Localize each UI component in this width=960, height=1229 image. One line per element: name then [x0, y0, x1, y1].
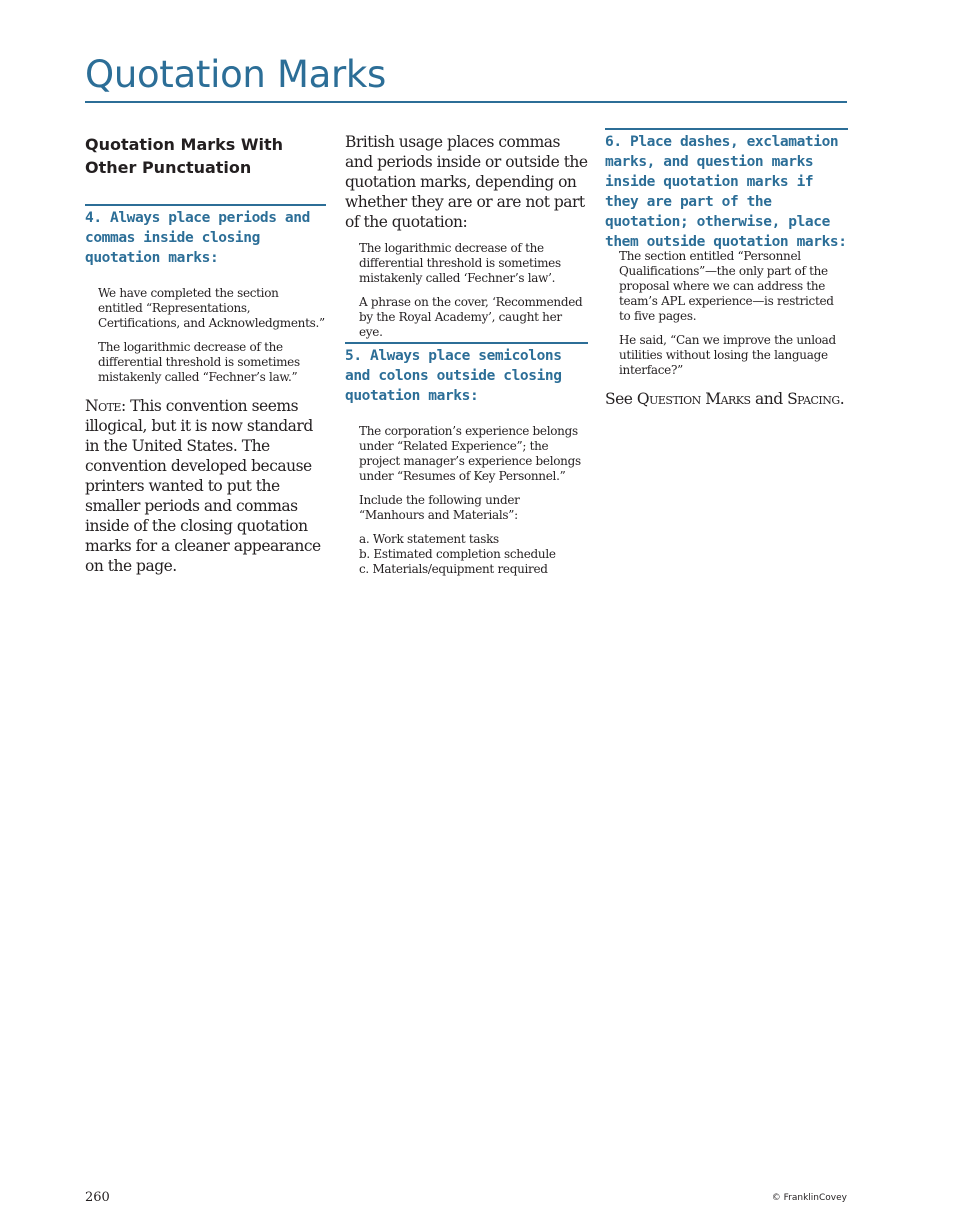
- rule-4-divider: [85, 204, 326, 206]
- rule-4-example: We have completed the section entitled “Representations, Certifications, and Acknowledgments.”: [98, 286, 325, 330]
- see-also-link-spacing: Spacing: [787, 390, 840, 408]
- rule-5-example: The corporation’s experience belongs under “Related Experience”; the project manager’s experience belongs under “Resumes of Key Personnel.”: [359, 424, 581, 483]
- title-divider: [85, 101, 847, 103]
- page-number: 260: [85, 1190, 110, 1205]
- rule-6-heading: 6. Place dashes, exclamation marks, and question marks inside quotation marks if they are part of the quotation; otherwise, place them outside quotation marks:: [605, 134, 847, 250]
- copyright: © FranklinCovey: [771, 1193, 847, 1203]
- british-example: The logarithmic decrease of the differential threshold is sometimes mistakenly called ‘Fechner’s law’.: [359, 241, 561, 285]
- rule-5-divider: [345, 342, 588, 344]
- see-also-link-question-marks: Question Marks: [636, 390, 751, 408]
- note-paragraph: [85, 396, 326, 576]
- note-label: Note: [85, 397, 121, 415]
- section-heading: Quotation Marks With Other Punctuation: [85, 135, 284, 177]
- see-also-prefix: See: [605, 390, 637, 408]
- rule-4-heading: 4. Always place periods and commas inside closing quotation marks:: [85, 210, 310, 266]
- rule-5-example: Include the following under “Manhours and Materials”:: [359, 493, 520, 522]
- see-also: [605, 389, 848, 409]
- british-usage-paragraph: British usage places commas and periods inside or outside the quotation marks, depending on whether they are or are not part of the quotation:: [345, 133, 588, 231]
- see-also-joiner: and: [750, 390, 788, 408]
- see-also-suffix: .: [839, 390, 845, 408]
- rule-6-example: The section entitled “Personnel Qualifications”—the only part of the proposal where we can address the team’s APL experience—is restricted to five pages.: [619, 249, 834, 323]
- rule-5-heading: 5. Always place semicolons and colons outside closing quotation marks:: [345, 348, 562, 404]
- rule-6-example: He said, “Can we improve the unload utilities without losing the language interface?”: [619, 333, 836, 377]
- list-item: b. Estimated completion schedule: [359, 547, 556, 561]
- list-item: c. Materials/equipment required: [359, 562, 548, 576]
- rule-6-divider: [605, 128, 848, 130]
- page-title: Quotation Marks: [85, 53, 387, 96]
- list-item: a. Work statement tasks: [359, 532, 499, 546]
- materials-list: [359, 532, 588, 577]
- british-example: A phrase on the cover, ‘Recommended by the Royal Academy’, caught her eye.: [359, 295, 583, 339]
- note-text: : This convention seems illogical, but it is now standard in the United States. The convention developed because printers wanted to put the smaller periods and commas inside of the closing quotation marks for a cleaner appearance on the page.: [85, 397, 321, 575]
- rule-4-example: The logarithmic decrease of the differential threshold is sometimes mistakenly called “Fechner’s law.”: [98, 340, 300, 384]
